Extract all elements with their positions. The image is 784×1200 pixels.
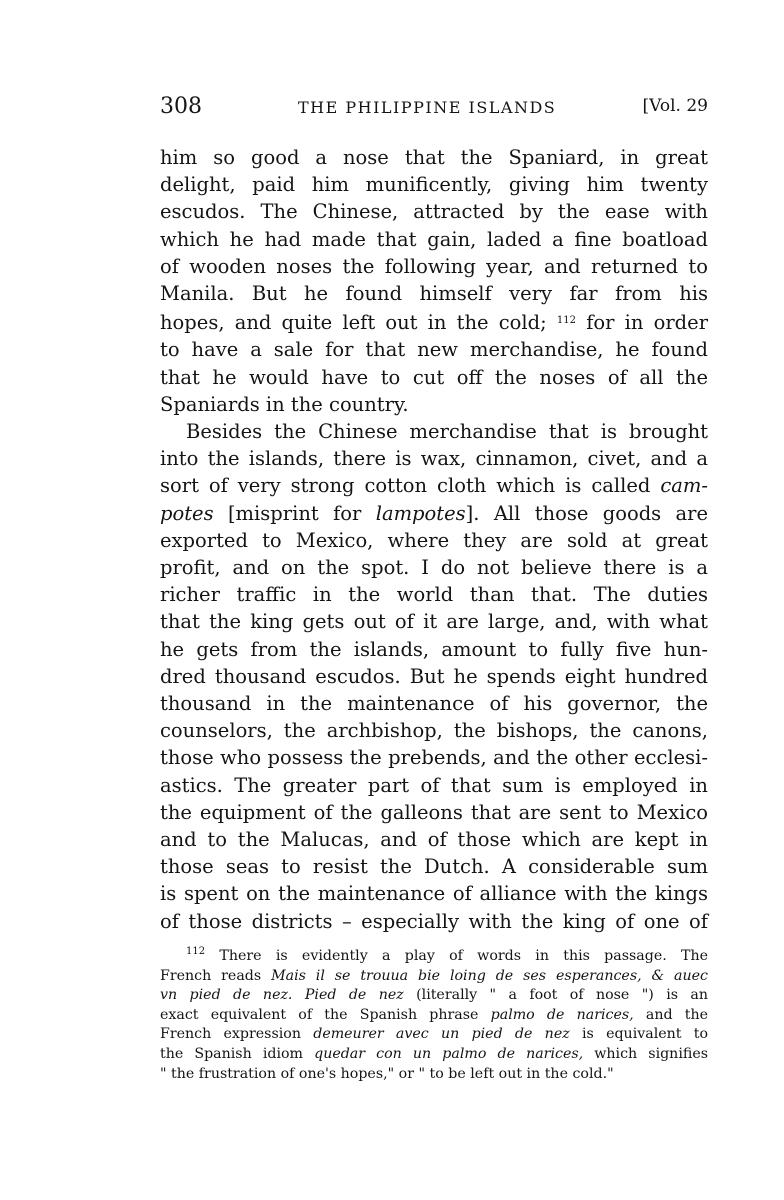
text-line: into the islands, there is wax, cinnamon, civet, and a	[160, 447, 708, 471]
text-line: of wooden noses the following year, and returned to	[160, 254, 708, 278]
page-number: 308	[160, 94, 202, 119]
footnote-line	[160, 1006, 708, 1026]
footnote-line	[160, 986, 708, 1006]
running-title: THE PHILIPPINE ISLANDS	[298, 98, 557, 117]
text-line: profit, and on the spot. I do not believe there is a	[160, 556, 708, 580]
text-line: which he had made that gain, laded a fine boatload	[160, 227, 708, 251]
volume-label: [Vol. 29	[642, 96, 708, 116]
text-fragment: French reads	[160, 967, 262, 984]
text-fragment: There is evidently a play of words in this passage. The	[219, 948, 708, 964]
text-line: escudos. The Chinese, attracted by the ease with	[160, 200, 708, 224]
italic-term: palmo de narices,	[490, 1006, 634, 1023]
text-line: exported to Mexico, where they are sold at great	[160, 528, 708, 552]
text-line: counselors, the archbishop, the bishops, the canons,	[160, 719, 708, 743]
italic-term: demeurer avec un pied de nez	[313, 1026, 570, 1043]
text-fragment: which signifies	[594, 1045, 708, 1062]
text-fragment: and the	[645, 1006, 709, 1023]
text-fragment: exact equivalent of the Spanish phrase	[160, 1006, 479, 1023]
text-fragment: is equivalent to	[581, 1026, 708, 1043]
text-line: of those districts – especially with the king of one of	[160, 909, 708, 933]
text-line: to have a sale for that new merchandise, he found	[160, 338, 708, 362]
text-line: those who possess the prebends, and the other ecclesi-	[160, 746, 708, 770]
text-line: that he would have to cut off the noses of all the	[160, 365, 708, 389]
text-line: Besides the Chinese merchandise that is brought	[186, 420, 708, 444]
text-line: he gets from the islands, amount to fully five hun-	[160, 637, 708, 661]
text-fragment: for in order	[586, 311, 709, 335]
text-line: astics. The greater part of that sum is employed in	[160, 773, 708, 797]
italic-term: Mais il se trouua bie loing de ses esperances, & auec	[271, 967, 708, 984]
footnote-line	[160, 1045, 708, 1065]
footnote-line	[160, 942, 708, 967]
text-line	[160, 500, 708, 527]
text-fragment: ]. All those goods are	[465, 501, 709, 525]
text-fragment: [misprint for	[227, 501, 362, 525]
text-fragment: (literally " a foot of nose ") is an	[416, 987, 709, 1004]
footnote-marker: 112	[186, 946, 206, 957]
footnote-reference: 112	[556, 315, 576, 327]
text-line: dred thousand escudos. But he spends eight hundred	[160, 664, 708, 688]
text-line: delight, paid him munificently, giving him twenty	[160, 173, 708, 197]
text-line: that the king gets out of it are large, and, with what	[160, 610, 708, 634]
italic-term: vn pied de nez.	[160, 987, 293, 1004]
text-fragment: the Spanish idiom	[160, 1045, 303, 1062]
italic-term: lampotes	[375, 501, 466, 525]
italic-term: quedar con un palmo de narices,	[314, 1045, 584, 1062]
text-fragment: hopes, and quite left out in the cold;	[160, 311, 547, 335]
text-line: Spaniards in the country.	[160, 392, 409, 416]
italic-term: cam-	[660, 474, 709, 498]
footnote-line	[160, 967, 708, 987]
text-line: richer traffic in the world than that. The duties	[160, 583, 708, 607]
text-line: Manila. But he found himself very far from his	[160, 282, 708, 306]
running-header	[160, 94, 708, 124]
text-line: and to the Malucas, and of those which are kept in	[160, 828, 708, 852]
text-line: those seas to resist the Dutch. A considerable sum	[160, 855, 708, 879]
text-line	[160, 307, 708, 336]
italic-term: Pied de nez	[304, 987, 404, 1004]
text-line: is spent on the maintenance of alliance with the kings	[160, 882, 708, 906]
text-fragment: sort of very strong cotton cloth which is called	[160, 474, 651, 498]
footnote-line	[160, 1025, 708, 1045]
text-line: the equipment of the galleons that are sent to Mexico	[160, 800, 708, 824]
text-line	[160, 472, 708, 499]
body-text	[160, 144, 708, 935]
footnote	[160, 942, 708, 1084]
text-line: thousand in the maintenance of his governor, the	[160, 692, 708, 716]
text-fragment: French expression	[160, 1026, 301, 1043]
footnote-line: " the frustration of one's hopes," or " to be left out in the cold."	[160, 1065, 614, 1082]
text-line: him so good a nose that the Spaniard, in great	[160, 146, 708, 169]
italic-term: potes	[160, 501, 214, 525]
